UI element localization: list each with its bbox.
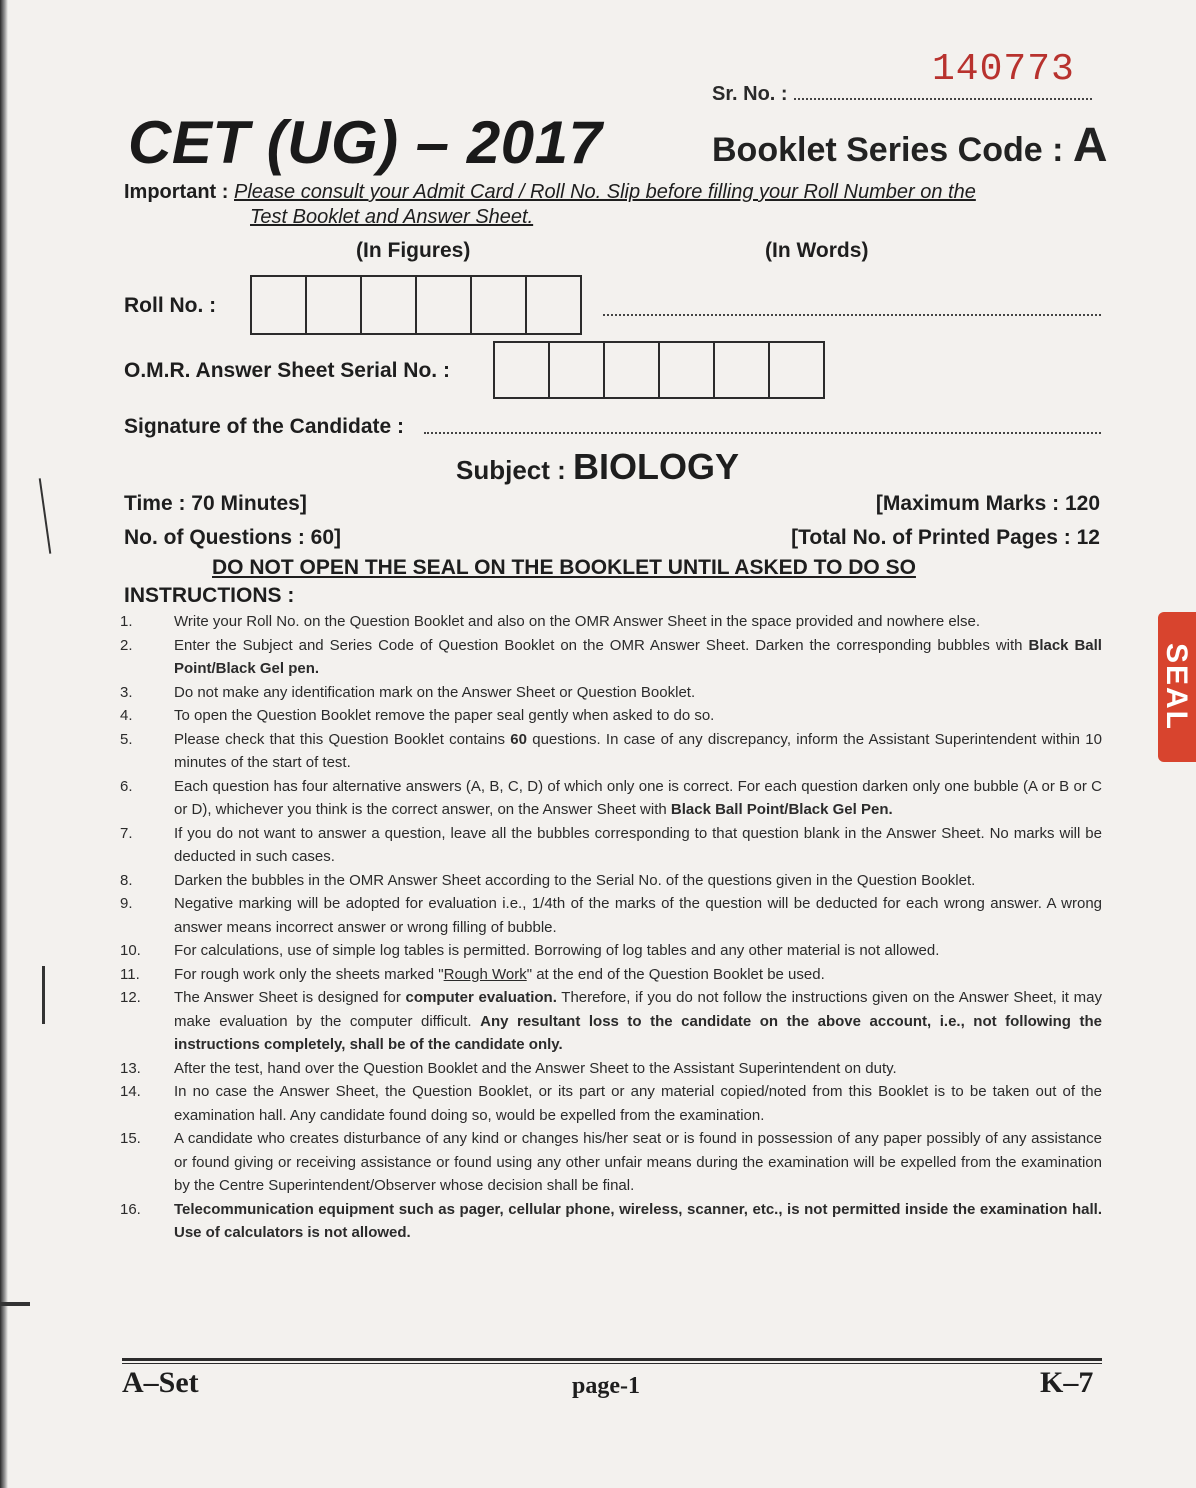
omr-serial-box[interactable] xyxy=(770,343,823,397)
omr-serial-box[interactable] xyxy=(495,343,550,397)
instruction-text xyxy=(174,634,1102,681)
instruction-text xyxy=(174,728,1102,775)
instruction-item xyxy=(120,681,1102,705)
omr-serial-label: O.M.R. Answer Sheet Serial No. : xyxy=(124,359,450,382)
seal-tab-label: SEAL xyxy=(1160,642,1193,731)
instruction-text-part: " at the end of the Question Booklet be used. xyxy=(526,965,825,983)
roll-no-box[interactable] xyxy=(362,277,417,333)
instruction-text-part: To open the Question Booklet remove the paper seal gently when asked to do so. xyxy=(174,707,715,724)
instruction-text-part: computer evaluation. xyxy=(405,989,557,1006)
instruction-text-part: Therefore, if you do not follow the instructions given on the Answer Sheet, it may make evaluation by the computer difficult. xyxy=(174,989,1102,1030)
instruction-text-part: Telecommunication equipment such as pager, cellular phone, wireless, scanner, etc., is not permitted inside the examination hall. Use of calculators is not allowed. xyxy=(174,1200,1102,1241)
instruction-text-part: The Answer Sheet is designed for xyxy=(174,989,406,1006)
instruction-item xyxy=(120,728,1102,775)
instruction-text-part: Black Ball Point/Black Gel Pen. xyxy=(670,801,893,818)
instruction-text xyxy=(174,1080,1102,1127)
roll-no-box[interactable] xyxy=(417,277,472,333)
omr-serial-box[interactable] xyxy=(660,343,715,397)
important-note-line2: Test Booklet and Answer Sheet. xyxy=(250,206,534,228)
roll-no-box[interactable] xyxy=(252,277,307,333)
booklet-series xyxy=(712,118,1108,173)
instruction-number: 8. xyxy=(120,871,133,889)
instruction-text-part: Darken the bubbles in the OMR Answer Sheet according to the Serial No. of the questions given in the Question Booklet. xyxy=(174,871,976,889)
footer-rule-thin xyxy=(122,1363,1102,1364)
booklet-series-code: A xyxy=(1072,119,1108,172)
instruction-number: 9. xyxy=(120,895,133,912)
subject-label: Subject : xyxy=(456,455,566,485)
in-figures-header: (In Figures) xyxy=(356,239,471,262)
instruction-number: 12. xyxy=(120,989,141,1006)
instruction-text-part: For rough work only the sheets marked " xyxy=(174,965,444,983)
instruction-item xyxy=(120,869,1102,893)
instruction-number: 11. xyxy=(120,965,140,983)
pen-mark xyxy=(42,966,45,1024)
instruction-text xyxy=(174,1127,1102,1198)
exam-title: CET (UG) – 2017 xyxy=(128,109,603,176)
important-note-line1: Please consult your Admit Card / Roll No. Slip before filling your Roll Number on the xyxy=(234,181,976,203)
seal-warning: DO NOT OPEN THE SEAL ON THE BOOKLET UNTIL ASKED TO DO SO xyxy=(212,556,916,579)
instruction-text xyxy=(174,869,1102,893)
roll-no-words-line[interactable] xyxy=(603,314,1101,316)
instruction-text xyxy=(174,704,1102,728)
instruction-item xyxy=(120,610,1102,634)
important-note xyxy=(124,178,1104,206)
instruction-text xyxy=(174,1057,1102,1081)
instruction-text xyxy=(174,775,1102,822)
instruction-item xyxy=(120,892,1102,939)
instruction-text-part: For calculations, use of simple log tables is permitted. Borrowing of log tables and any other material is not allowed. xyxy=(174,942,940,959)
omr-serial-box[interactable] xyxy=(605,343,660,397)
footer-rule xyxy=(122,1358,1102,1361)
subject-heading xyxy=(456,446,739,488)
instruction-number: 14. xyxy=(120,1083,141,1100)
serial-number-stamp: 140773 xyxy=(932,48,1075,91)
instruction-text xyxy=(174,681,1102,705)
instruction-text-part: questions. In case of any discrepancy, inform the Assistant Superintendent within 10 minutes of the start of test. xyxy=(174,730,1102,771)
instruction-text xyxy=(174,986,1102,1057)
number-of-questions: No. of Questions : 60] xyxy=(124,526,342,549)
instruction-item xyxy=(120,775,1102,822)
instruction-item xyxy=(120,1198,1102,1245)
instruction-text-part: Each question has four alternative answers (A, B, C, D) of which only one is correct. For each question darken only one bubble (A or B or C or D), whichever you think is the correct answer, on the Answer Sheet with xyxy=(174,777,1102,818)
roll-no-box[interactable] xyxy=(527,277,580,333)
instruction-text-part: 60 xyxy=(510,730,527,748)
instruction-text-part: Any resultant loss to the candidate on the above account, i.e., not following the instructions completely, shall be of the candidate only. xyxy=(174,1012,1102,1053)
pen-mark xyxy=(0,1302,30,1306)
footer-page: page-1 xyxy=(572,1373,640,1399)
instruction-text xyxy=(174,822,1102,869)
instruction-text-part: If you do not want to answer a question, leave all the bubbles corresponding to that question blank in the Answer Sheet. No marks will be deducted in such cases. xyxy=(174,824,1102,865)
instruction-text-part: After the test, hand over the Question Booklet and the Answer Sheet to the Assistant Superintendent on duty. xyxy=(174,1059,897,1077)
seal-tab[interactable] xyxy=(1158,612,1196,762)
instruction-text-part: Black Ball Point/Black Gel pen. xyxy=(174,636,1102,677)
instruction-text xyxy=(174,963,1102,987)
instruction-text-part: Do not make any identification mark on the Answer Sheet or Question Booklet. xyxy=(174,683,696,701)
instruction-number: 16. xyxy=(120,1200,141,1218)
instruction-text-part: Write your Roll No. on the Question Booklet and also on the OMR Answer Sheet in the space provided and nowhere else. xyxy=(174,613,981,630)
instruction-text-part: A candidate who creates disturbance of any kind or changes his/her seat or is found in possession of any paper possibly of any assistance or found giving or receiving assistance or found using any other unfair means during the examination will be expelled from the examination by the Centre Superintendent/Observer whose decision shall be final. xyxy=(174,1130,1102,1194)
roll-no-boxes[interactable] xyxy=(250,275,582,335)
instruction-item xyxy=(120,1057,1102,1081)
instruction-number: 2. xyxy=(120,636,133,654)
omr-serial-box[interactable] xyxy=(715,343,770,397)
sr-no-label: Sr. No. : xyxy=(712,83,788,105)
time-limit: Time : 70 Minutes] xyxy=(124,492,307,515)
instructions-title: INSTRUCTIONS : xyxy=(124,584,295,607)
omr-serial-box[interactable] xyxy=(550,343,605,397)
instruction-item xyxy=(120,704,1102,728)
instruction-text-part: Rough Work xyxy=(443,965,527,983)
instruction-item xyxy=(120,634,1102,681)
instruction-text-part: Enter the Subject and Series Code of Question Booklet on the OMR Answer Sheet. Darken the corresponding bubbles with xyxy=(174,636,1029,654)
instruction-number: 15. xyxy=(120,1130,141,1147)
instruction-text-part: In no case the Answer Sheet, the Question Booklet, or its part or any material copied/noted from this Booklet is to be taken out of the examination hall. Any candidate found doing so, would be expelled from the examination. xyxy=(174,1083,1102,1124)
instruction-text-part: Please check that this Question Booklet contains xyxy=(174,730,511,748)
omr-serial-boxes[interactable] xyxy=(493,341,825,399)
roll-no-box[interactable] xyxy=(472,277,527,333)
instruction-text xyxy=(174,1198,1102,1245)
instruction-number: 1. xyxy=(120,613,133,630)
footer-code: K–7 xyxy=(1040,1366,1094,1399)
instruction-item xyxy=(120,822,1102,869)
booklet-binding-edge xyxy=(0,0,8,1488)
booklet-series-label: Booklet Series Code : xyxy=(712,131,1064,169)
instruction-item xyxy=(120,986,1102,1057)
printed-pages: [Total No. of Printed Pages : 12 xyxy=(791,526,1100,549)
instruction-number: 7. xyxy=(120,824,133,842)
roll-no-label: Roll No. : xyxy=(124,294,217,317)
instruction-item xyxy=(120,1080,1102,1127)
signature-label: Signature of the Candidate : xyxy=(124,415,405,438)
in-words-header: (In Words) xyxy=(765,239,869,262)
instruction-item xyxy=(120,963,1102,987)
instruction-text-part: Negative marking will be adopted for evaluation i.e., 1/4th of the marks of the question will be deducted for each wrong answer. A wrong answer means incorrect answer or wrong filling of bubble. xyxy=(174,895,1102,936)
instruction-item xyxy=(120,939,1102,963)
signature-line[interactable] xyxy=(424,432,1101,434)
instruction-number: 13. xyxy=(120,1059,141,1077)
instruction-number: 6. xyxy=(120,777,133,795)
instructions-list xyxy=(120,610,1102,1245)
instruction-number: 3. xyxy=(120,683,133,701)
instruction-number: 10. xyxy=(120,942,141,959)
instruction-item xyxy=(120,1127,1102,1198)
maximum-marks: [Maximum Marks : 120 xyxy=(875,492,1100,515)
instruction-text xyxy=(174,610,1102,634)
subject-name: BIOLOGY xyxy=(573,446,740,487)
sr-no-field xyxy=(712,83,1102,106)
instruction-number: 4. xyxy=(120,707,133,724)
sr-no-blank xyxy=(794,84,1092,100)
footer-set: A–Set xyxy=(122,1366,199,1399)
pen-mark xyxy=(39,478,52,554)
instruction-text xyxy=(174,892,1102,939)
instruction-number: 5. xyxy=(120,730,133,748)
roll-no-box[interactable] xyxy=(307,277,362,333)
important-label: Important : xyxy=(124,181,229,203)
instruction-text xyxy=(174,939,1102,963)
